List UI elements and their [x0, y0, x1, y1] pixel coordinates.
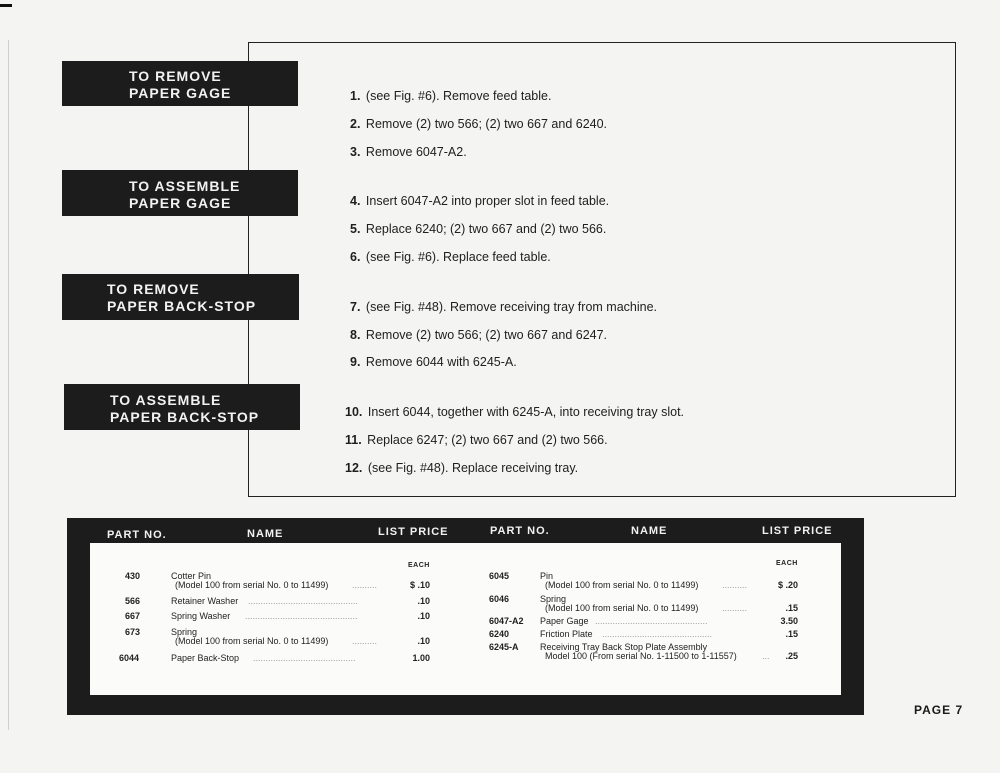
part-name: Friction Plate [540, 629, 593, 639]
parts-table-body [90, 543, 841, 695]
leader-dots: ............................................. [595, 616, 708, 626]
section-title-line1: TO ASSEMBLE [129, 178, 241, 194]
part-number: 6045 [489, 571, 510, 581]
leader-dots: ............................................ [248, 596, 359, 606]
part-number: 6046 [489, 594, 510, 604]
step-3: 3. Remove 6047-A2. [350, 145, 467, 159]
part-number: 667 [125, 611, 141, 621]
header-part-no: PART NO. [107, 529, 167, 541]
step-2: 2. Remove (2) two 566; (2) two 667 and 6240. [350, 117, 608, 131]
step-1: 1. (see Fig. #6). Remove feed table. [350, 89, 552, 103]
step-6: 6. (see Fig. #6). Replace feed table. [350, 250, 551, 264]
leader-dots: .......... [722, 603, 748, 613]
part-name: Spring [540, 594, 567, 604]
part-number: 6047-A2 [489, 616, 524, 626]
part-note: (Model 100 from serial No. 0 to 11499) [175, 636, 329, 646]
step-7: 7. (see Fig. #48). Remove receiving tray from machine. [350, 300, 658, 314]
part-note: (Model 100 from serial No. 0 to 11499) [545, 603, 699, 613]
part-price: $ .10 [409, 580, 430, 590]
part-number: 566 [125, 596, 141, 606]
leader-dots: .......... [722, 580, 748, 590]
leader-dots: ......................................... [253, 653, 356, 663]
corner-mark [0, 4, 12, 7]
part-name: Paper Gage [540, 616, 589, 626]
instructions-frame [248, 42, 956, 497]
part-note: Model 100 (From serial No. 1-11500 to 1-11557) [545, 651, 737, 661]
leader-dots: .......... [352, 580, 378, 590]
leader-dots: .......... [352, 636, 378, 646]
step-4: 4. Insert 6047-A2 into proper slot in feed table. [350, 194, 610, 208]
section-assemble-paper-back-stop [64, 384, 300, 430]
step-12: 12. (see Fig. #48). Replace receiving tray. [345, 461, 579, 475]
binding-edge [8, 40, 9, 730]
part-price: 3.50 [780, 616, 798, 626]
part-name: Pin [540, 571, 554, 581]
step-11: 11. Replace 6247; (2) two 667 and (2) two 566. [345, 433, 608, 447]
page-number: PAGE 7 [914, 703, 964, 717]
section-remove-paper-back-stop [62, 274, 299, 320]
part-name: Paper Back-Stop [171, 653, 240, 663]
part-price: .25 [785, 651, 798, 661]
part-number: 6245-A [489, 642, 519, 652]
header-list-price: LIST PRICE [762, 525, 833, 537]
part-name: Receiving Tray Back Stop Plate Assembly [540, 642, 708, 652]
step-9: 9. Remove 6044 with 6245-A. [350, 355, 517, 369]
step-5: 5. Replace 6240; (2) two 667 and (2) two 566. [350, 222, 607, 236]
header-list-price: LIST PRICE [378, 526, 449, 538]
step-10: 10. Insert 6044, together with 6245-A, into receiving tray slot. [345, 405, 685, 419]
section-title-line2: PAPER BACK-STOP [110, 409, 260, 425]
part-price: 1.00 [412, 653, 430, 663]
leader-dots: ............................................. [245, 611, 358, 621]
section-title-line2: PAPER BACK-STOP [107, 298, 257, 314]
part-price: .10 [417, 636, 430, 646]
part-name: Cotter Pin [171, 571, 212, 581]
part-number: 6044 [119, 653, 140, 663]
step-8: 8. Remove (2) two 566; (2) two 667 and 6247. [350, 328, 608, 342]
header-name: NAME [247, 528, 284, 540]
part-price: .15 [785, 629, 798, 639]
section-title-line1: TO REMOVE [107, 281, 200, 297]
section-assemble-paper-gage [62, 170, 298, 216]
part-number: 6240 [489, 629, 510, 639]
section-title-line2: PAPER GAGE [129, 85, 232, 101]
part-number: 673 [125, 627, 141, 637]
section-remove-paper-gage [62, 61, 298, 106]
section-title-line1: TO ASSEMBLE [110, 392, 222, 408]
section-title-line1: TO REMOVE [129, 68, 222, 84]
part-name: Retainer Washer [171, 596, 239, 606]
each-label: EACH [408, 562, 430, 569]
part-number: 430 [125, 571, 141, 581]
part-price: .10 [417, 596, 430, 606]
part-note: (Model 100 from serial No. 0 to 11499) [175, 580, 329, 590]
leader-dots: ... [762, 651, 770, 661]
parts-table [67, 518, 864, 715]
part-name: Spring Washer [171, 611, 231, 621]
part-price: .10 [417, 611, 430, 621]
header-name: NAME [631, 525, 668, 537]
part-price: $ .20 [777, 580, 798, 590]
part-price: .15 [785, 603, 798, 613]
part-note: (Model 100 from serial No. 0 to 11499) [545, 580, 699, 590]
leader-dots: ............................................ [602, 629, 713, 639]
each-label: EACH [776, 560, 798, 567]
part-name: Spring [171, 627, 198, 637]
section-title-line2: PAPER GAGE [129, 195, 232, 211]
header-part-no: PART NO. [490, 525, 550, 537]
